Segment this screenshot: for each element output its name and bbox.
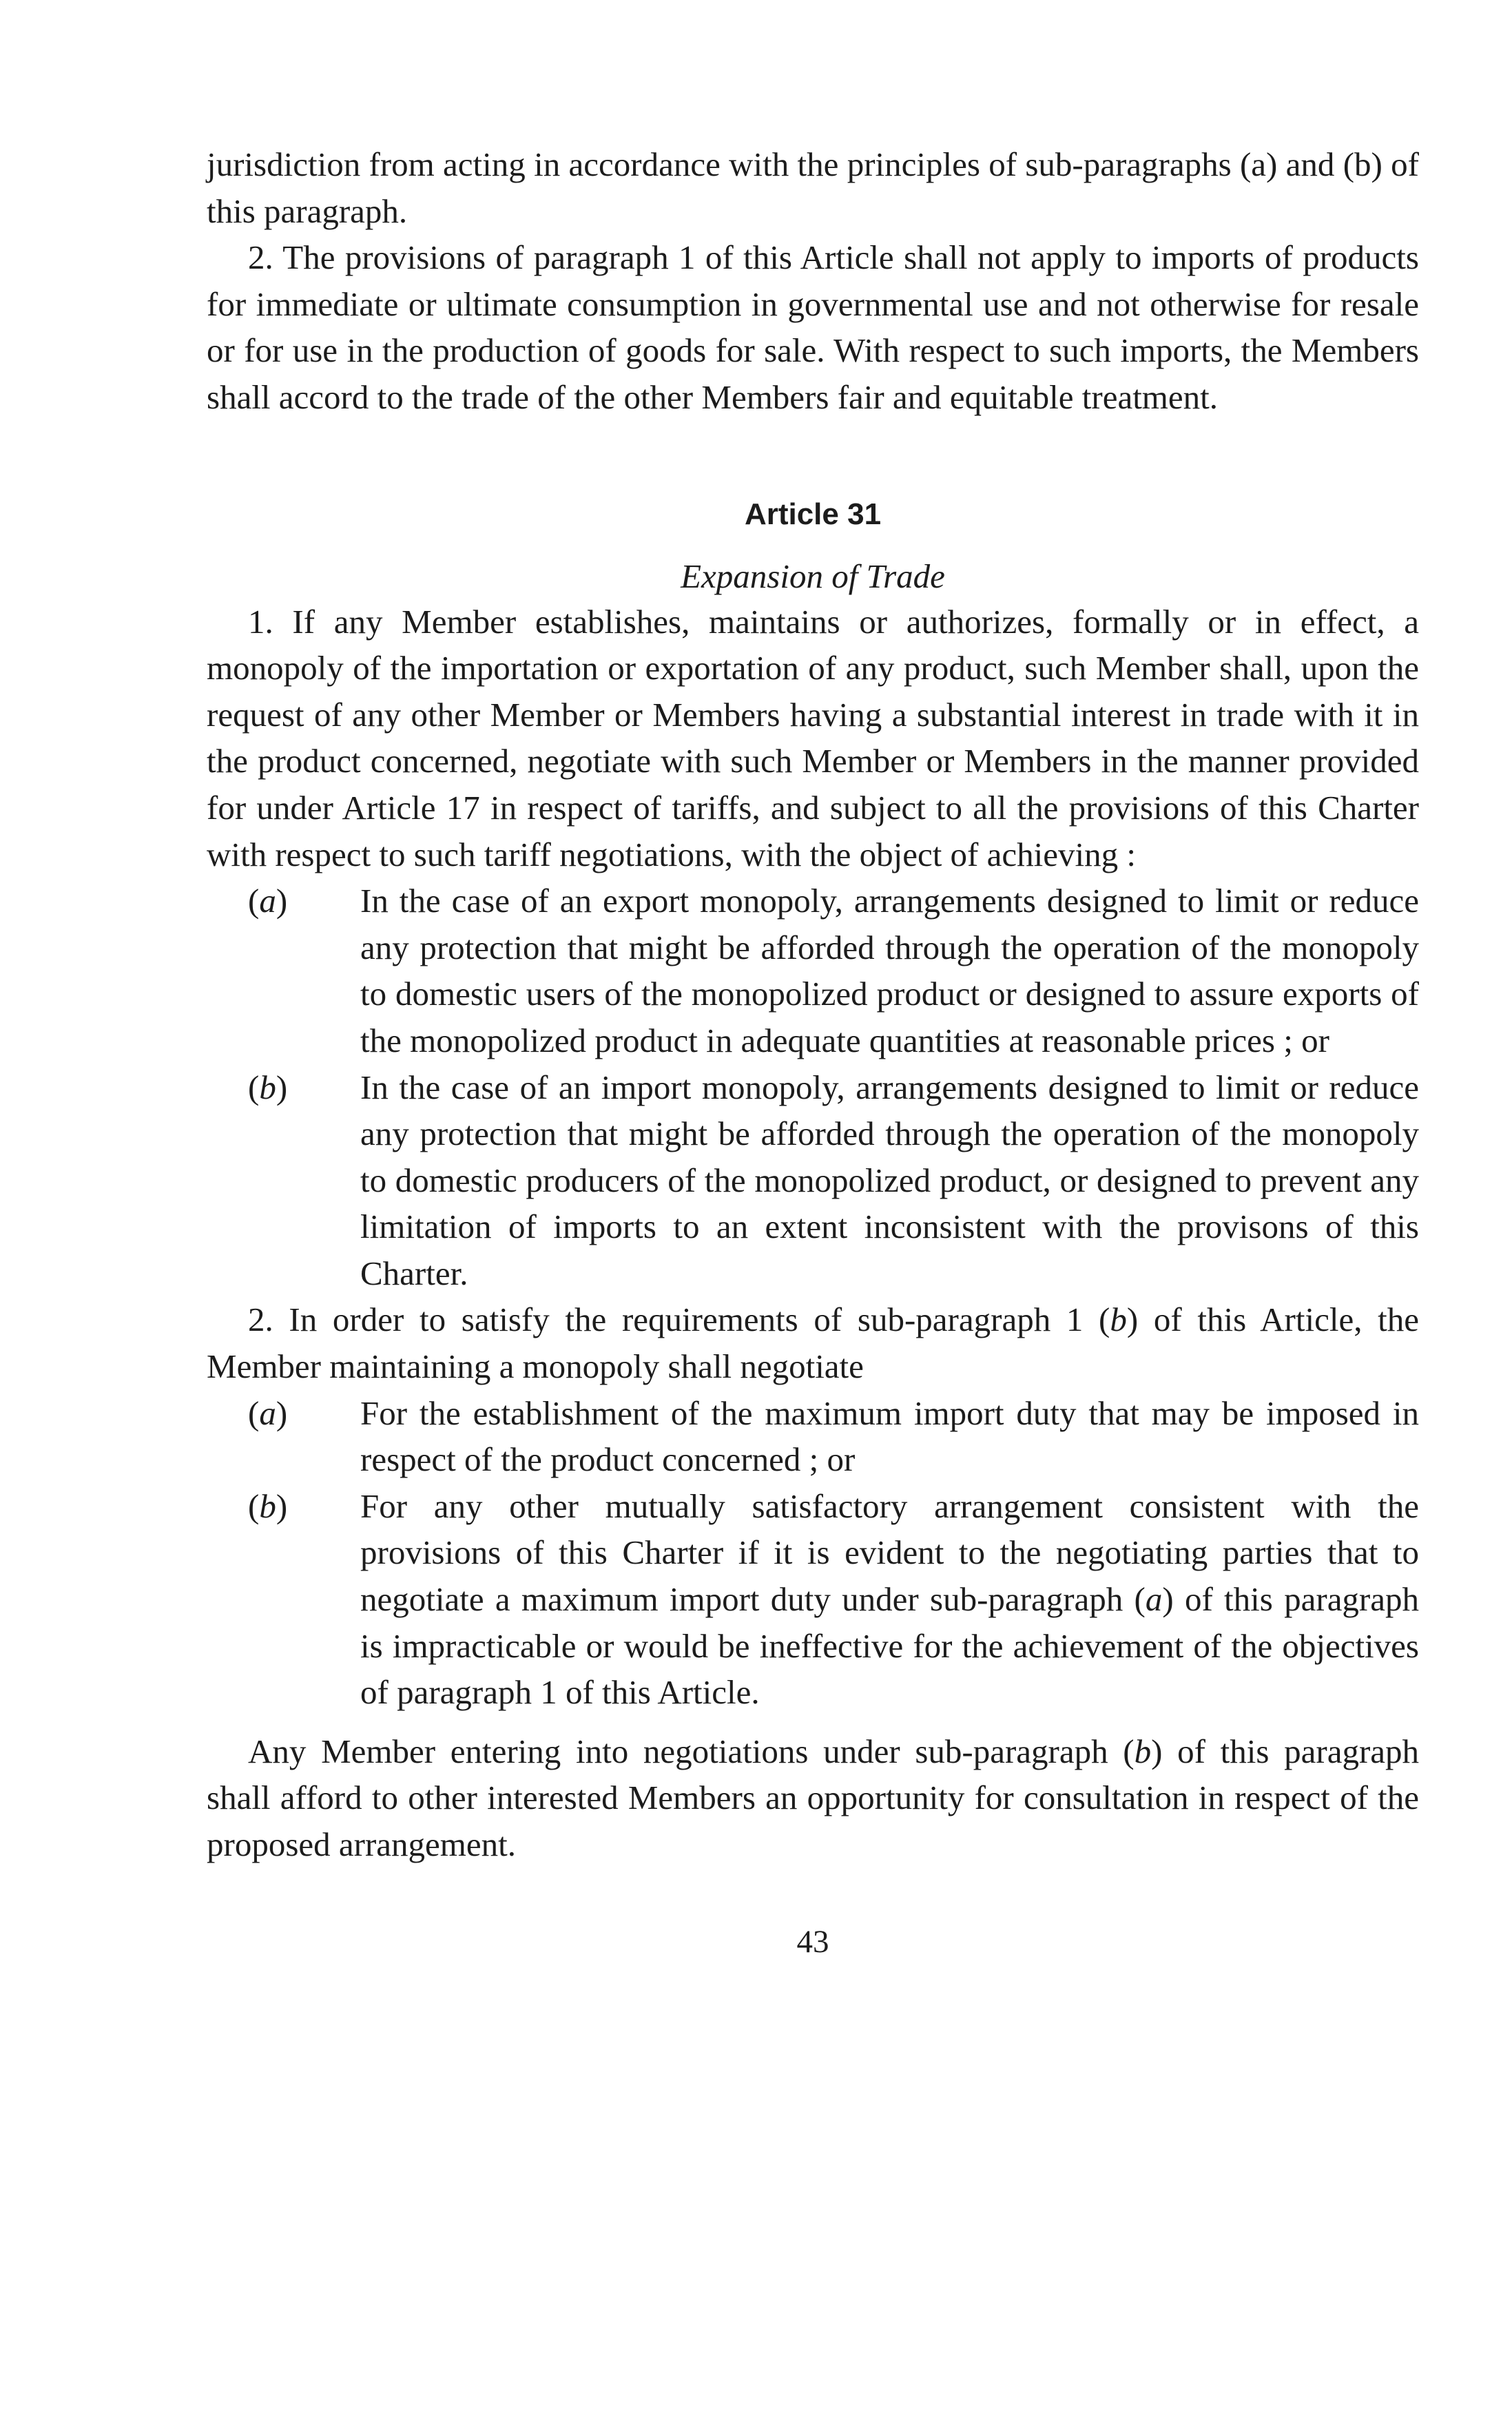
item-text: In the case of an export monopoly, arrangements designed to limit or reduce any protection that might be afforded through the operation of the monopoly to domestic users of the monopolized product or designed to assure exports of the monopolized product in adequate quantities at reasonable prices ; or [360,882,1419,1059]
item-marker: (b) [248,1068,288,1106]
article-31-paragraph-2: 2. In order to satisfy the requirements of sub-paragraph 1 (b) of this Article, the Member maintaining a monopoly shall negotiate [207,1301,1419,1386]
item-text: For the establishment of the maximum import duty that may be imposed in respect of the product concerned ; or [360,1393,1419,1479]
list-item [207,1390,1419,1483]
closing-paragraph: Any Member entering into negotiations under sub-paragraph (b) of this paragraph shall afford to other interested Members an opportunity for consultation in respect of the proposed arrangement. [207,1732,1420,1863]
item-marker: (b) [248,1486,288,1525]
continuation-paragraph: jurisdiction from acting in accordance with the principles of sub-paragraphs (a) and (b) of this paragraph. [207,145,1419,230]
list-item [207,1064,1419,1297]
page-number: 43 [796,1923,829,1960]
document-page [207,141,1419,1965]
article-subtitle: Expansion of Trade [681,557,945,595]
paragraph-2: 2. The provisions of paragraph 1 of this Article shall not apply to imports of products for immediate or ultimate consumption in governmental use and not otherwise for resale or for use in the production of goods for sale. With respect to such imports, the Members shall accord to the trade of the other Members fair and equitable treatment. [207,238,1419,416]
list-item [207,1483,1419,1716]
list-item [207,878,1419,1064]
item-text: In the case of an import monopoly, arrangements designed to limit or reduce any protection that might be afforded through the operation of the monopoly to domestic producers of the monopolized product, or designed to prevent any limitation of imports to an extent inconsistent with the provisons of this Charter. [360,1068,1419,1292]
article-31-paragraph-1: 1. If any Member establishes, maintains or authorizes, formally or in effect, a monopoly of the importation or exportation of any product, such Member shall, upon the request of any other Member or Members having a substantial interest in trade with it in the product concerned, negotiate with such Member or Members in the manner provided for under Article 17 in respect of tariffs, and subject to all the provisions of this Charter with respect to such tariff negotiations, with the object of achieving : [207,602,1419,873]
item-marker: (a) [248,882,288,920]
item-marker: (a) [248,1393,288,1432]
article-heading: Article 31 [744,497,882,531]
item-text: For any other mutually satisfactory arrangement consistent with the provisions of this Charter if it is evident to the negotiating parties that to negotiate a maximum import duty under sub-paragraph (a) of this paragraph is impracticable or would be ineffective for the achievement of the objectives of paragraph 1 of this Article. [360,1486,1420,1712]
